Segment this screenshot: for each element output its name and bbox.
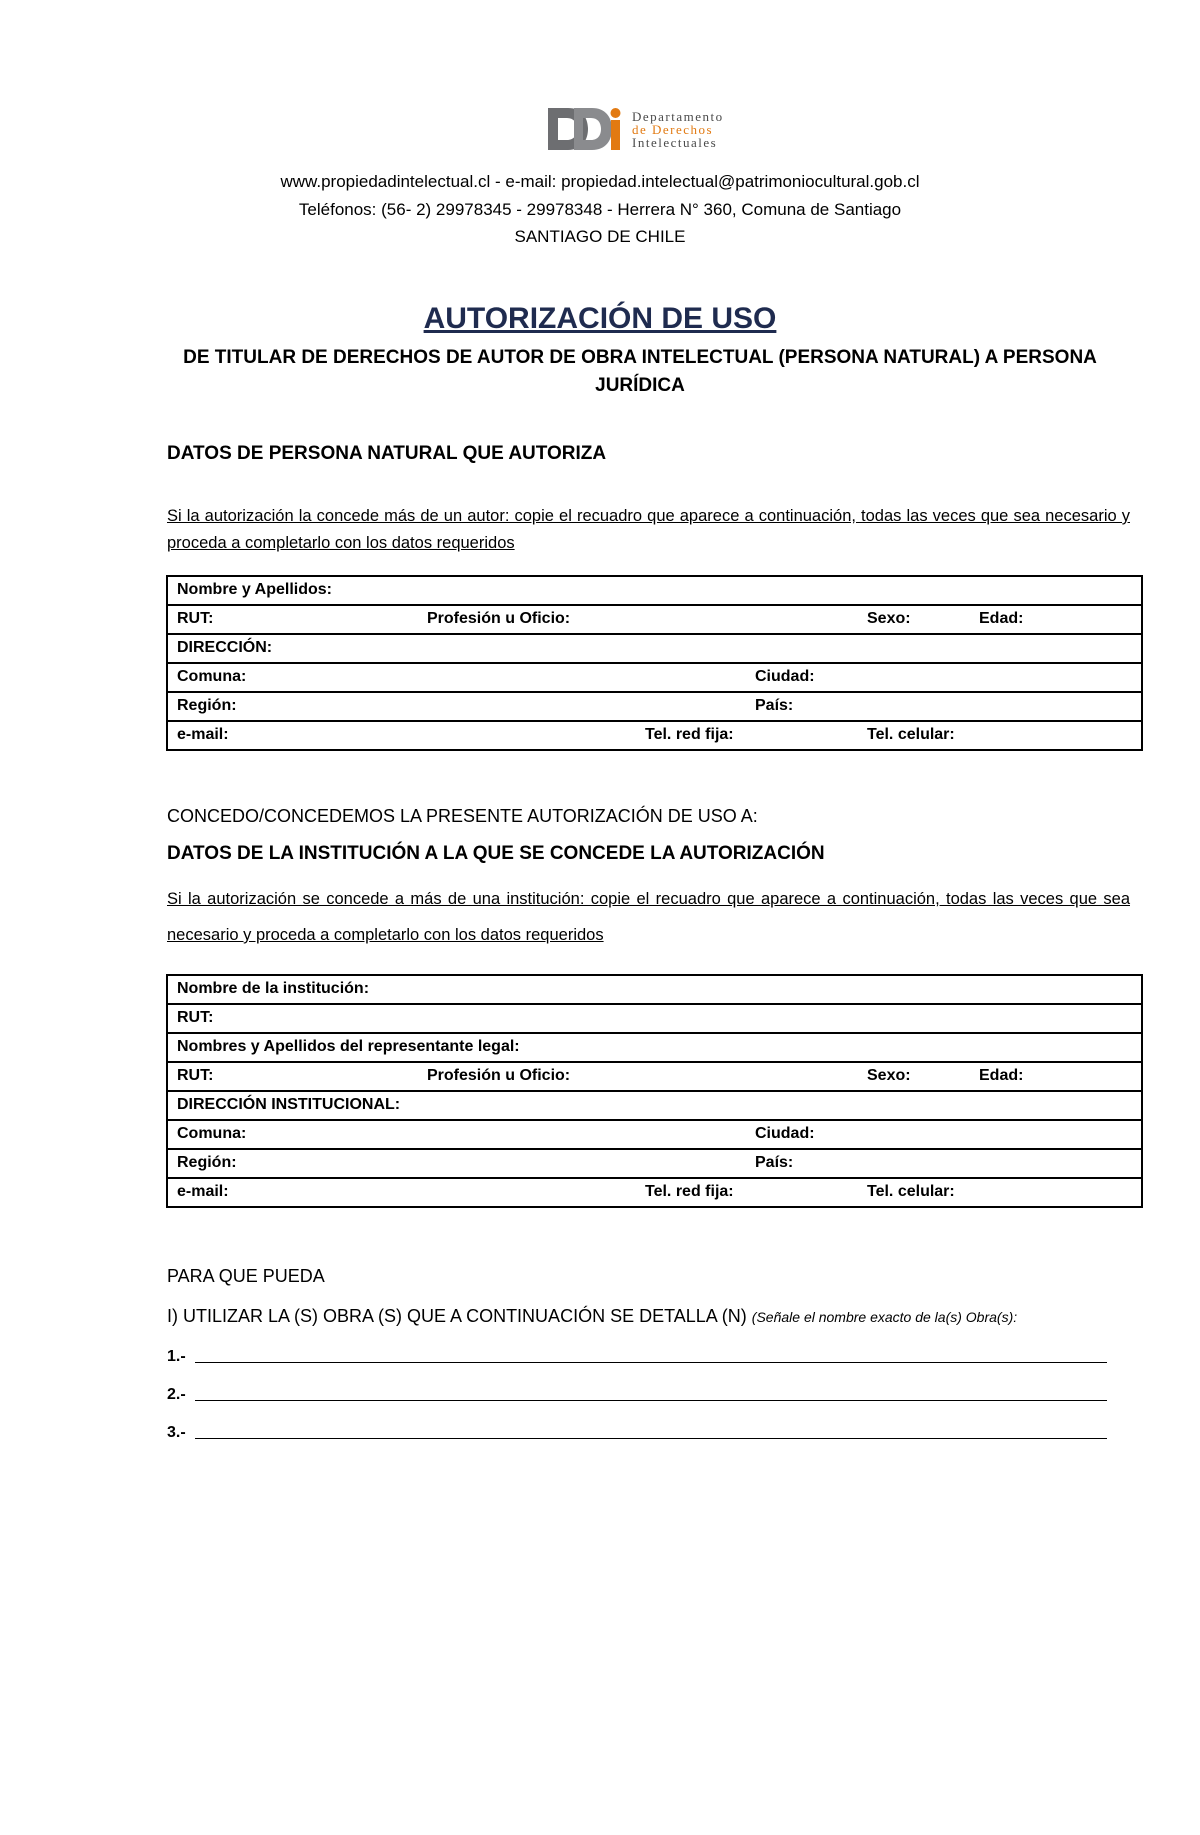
section1-heading: DATOS DE PERSONA NATURAL QUE AUTORIZA [167,443,607,464]
comuna-ciudad-field[interactable] [167,663,1142,692]
nombre-field[interactable] [167,576,1142,605]
sexo-label: Sexo: [867,1067,911,1084]
comuna-label: Comuna: [177,668,247,685]
comuna-ciudad-field[interactable] [167,1120,1142,1149]
form-row [167,1062,1142,1091]
tel-fija-label: Tel. red fija: [645,1183,734,1200]
page-title: AUTORIZACIÓN DE USO [423,302,777,335]
email-tel-field[interactable] [167,1178,1142,1207]
form-row [167,975,1142,1004]
rut-institucion-field[interactable] [167,1004,1142,1033]
section2-note: Si la autorización se concede a más de una institución: copie el recuadro que aparece a continuación, todas las veces que sea necesario y proceda a completarlo con los datos requeridos [167,890,1130,944]
form-row [167,576,1142,605]
direccion-label: DIRECCIÓN: [177,639,273,656]
profesion-label: Profesión u Oficio: [427,1067,571,1084]
form-row [167,1033,1142,1062]
utilizar-hint: (Señale el nombre exacto de la(s) Obra(s): [751,1309,1018,1325]
contact-web-email: www.propiedadintelectual.cl - e-mail: propiedad.intelectual@patrimoniocultural.gob.cl [280,172,920,191]
work-entry-2[interactable] [167,1386,1107,1404]
ddi-logo [548,106,748,156]
direccion-field[interactable] [167,634,1142,663]
ciudad-label: Ciudad: [755,668,815,685]
form-row [167,663,1142,692]
section1-note: Si la autorización la concede más de un autor: copie el recuadro que aparece a continuación, todas las veces que sea necesario y proceda a completarlo con los datos requeridos [167,507,1130,552]
section2-heading: DATOS DE LA INSTITUCIÓN A LA QUE SE CONCEDE LA AUTORIZACIÓN [167,843,825,864]
logo-line-1: Departamento [632,109,724,124]
form-row [167,605,1142,634]
email-label: e-mail: [177,1183,229,1200]
form-row [167,721,1142,750]
work-entry-3[interactable] [167,1424,1107,1442]
contact-phone-address: Teléfonos: (56- 2) 29978345 - 29978348 - Herrera N° 360, Comuna de Santiago [298,200,902,219]
ddi-logo-mark-icon [548,106,626,152]
region-pais-field[interactable] [167,1149,1142,1178]
form-row [167,1091,1142,1120]
work-number: 1.- [167,1348,186,1365]
form-row [167,1149,1142,1178]
para-que-pueda: PARA QUE PUEDA [167,1266,325,1286]
form-row [167,1120,1142,1149]
rut-label: RUT: [177,1067,214,1084]
email-tel-field[interactable] [167,721,1142,750]
tel-celular-label: Tel. celular: [867,726,955,743]
work-entry-1[interactable] [167,1348,1107,1366]
institucion-label: Nombre de la institución: [177,980,370,997]
region-label: Región: [177,697,237,714]
form-row [167,1004,1142,1033]
region-label: Región: [177,1154,237,1171]
work-fill-line [195,1438,1107,1439]
ciudad-label: Ciudad: [755,1125,815,1142]
representante-field[interactable] [167,1033,1142,1062]
institucion-field[interactable] [167,975,1142,1004]
rut-profesion-field[interactable] [167,605,1142,634]
tel-fija-label: Tel. red fija: [645,726,734,743]
direccion-institucional-label: DIRECCIÓN INSTITUCIONAL: [177,1096,401,1113]
page-subtitle: DE TITULAR DE DERECHOS DE AUTOR DE OBRA INTELECTUAL (PERSONA NATURAL) A PERSONA JURÍDICA [183,347,1097,396]
direccion-institucional-field[interactable] [167,1091,1142,1120]
rut-profesion-field[interactable] [167,1062,1142,1091]
work-fill-line [195,1400,1107,1401]
work-number: 3.- [167,1424,186,1441]
work-number: 2.- [167,1386,186,1403]
nombre-label: Nombre y Apellidos: [177,581,332,598]
sexo-label: Sexo: [867,610,911,627]
contact-city: SANTIAGO DE CHILE [514,227,686,246]
region-pais-field[interactable] [167,692,1142,721]
comuna-label: Comuna: [177,1125,247,1142]
tel-celular-label: Tel. celular: [867,1183,955,1200]
pais-label: País: [755,1154,794,1171]
rut-label: RUT: [177,610,214,627]
edad-label: Edad: [979,1067,1024,1084]
form-row [167,1178,1142,1207]
form-row [167,634,1142,663]
utilizar-text: I) UTILIZAR LA (S) OBRA (S) QUE A CONTINUACIÓN SE DETALLA (N) [167,1306,747,1326]
logo-line-3: Intelectuales [632,135,718,150]
email-label: e-mail: [177,726,229,743]
ddi-logo-wordmark [632,110,752,149]
concedo-line: CONCEDO/CONCEDEMOS LA PRESENTE AUTORIZACIÓN DE USO A: [167,806,758,826]
work-fill-line [195,1362,1107,1363]
utilizar-line [167,1306,1017,1327]
form-row [167,692,1142,721]
rut-institucion-label: RUT: [177,1009,214,1026]
pais-label: País: [755,697,794,714]
profesion-label: Profesión u Oficio: [427,610,571,627]
logo-line-2: de Derechos [632,122,714,137]
representante-label: Nombres y Apellidos del representante legal: [177,1038,520,1055]
institution-form [166,974,1143,1208]
natural-person-form [166,575,1143,751]
edad-label: Edad: [979,610,1024,627]
